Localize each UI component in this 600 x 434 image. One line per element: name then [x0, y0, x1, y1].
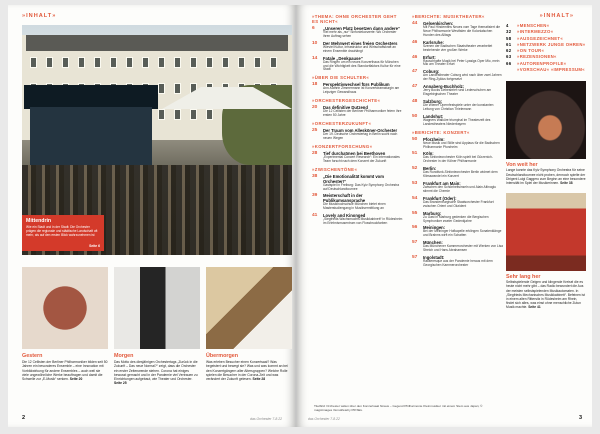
toc-section-heading: »THEMA: OHNE ORCHESTER GEHT ES NICHT« [312, 14, 397, 24]
toc-entry-page: 44 [412, 21, 418, 26]
toc-column-2 [412, 11, 504, 270]
page-footer: das Orchester 7-8.22 [308, 417, 340, 421]
toc-entry-title: Annaberg-Buchholz: [423, 84, 465, 90]
toc-entry-title: Pforzheim: [423, 136, 445, 142]
toc-entry[interactable] [412, 181, 504, 194]
toc-section-heading: »ÜBER DIE SCHULTER« [312, 75, 370, 81]
toc-entry-desc: Zu Gast in Marburg gedenken die Bergischen Symphoniker zweier Gedenkjahre [423, 214, 489, 223]
window-pane [158, 109, 165, 120]
toc-entry[interactable] [412, 55, 504, 68]
toc-entry-page: 48 [412, 98, 418, 104]
toc-entry[interactable] [412, 40, 504, 53]
teaser-page: Seite 20 [69, 377, 83, 382]
toc-entry-desc: Wieviel Kultur, Infrastruktur und Wirtschaftskraft an einem Ensemble drauhängt [323, 44, 396, 53]
toc-entry[interactable] [412, 196, 504, 209]
toc-entry[interactable] [412, 166, 504, 179]
cellists-photo [22, 267, 108, 349]
sidebar-section-item[interactable] [506, 61, 586, 74]
sidebar-section-label: »AUTORENPROFILE« »VORSCHAU« »IMPRESSUM« [517, 60, 585, 73]
toc-entry-title: „Die Emotionalität kommt vom Orchester!“ [323, 173, 384, 184]
toc-entry[interactable] [412, 137, 504, 150]
toc-entry-page: 54 [412, 195, 418, 201]
toc-entry[interactable] [412, 99, 504, 112]
toc-entry[interactable] [412, 240, 504, 253]
hero-caption-page: Seite 6 [89, 244, 100, 248]
toc-entry-desc: Ann-Kathrin Zimmermann ist Konzertdramaturgin am Leipziger Gewandhaus [323, 86, 400, 95]
teaser-text: Was erleben Besucher einen Konzertsaal? Was begeistert und bewegt sie? Was und was kommt an bei den Konzertgängern aller Altersgruppen? Welche Rolle spielen die Besucher in der Corona-Zeit und was verändert der Zukunft gelesen. [206, 360, 288, 382]
window-pane [206, 57, 213, 68]
toc-sidebar [506, 23, 586, 310]
toc-entry-desc: Die 12 Cellisten der Berliner Philharmoniker feiern ihre ersten 50 Jahre [323, 109, 402, 118]
toc-entry[interactable] [312, 174, 404, 192]
window-pane [62, 57, 69, 68]
teaser-gestern[interactable] [22, 267, 108, 381]
toc-entry-title: Coburg: [423, 69, 440, 75]
toc-entry-title: Meiningen: [423, 225, 446, 231]
toc-column-1 [312, 11, 404, 228]
sidebar-section-label: »AUSGEZEICHNET« [517, 35, 564, 41]
window-pane [142, 57, 149, 68]
sidebar-section-label: »MENSCHEN« [517, 23, 550, 28]
right-page [296, 5, 592, 427]
window-pane [270, 57, 277, 68]
window-pane [238, 57, 245, 68]
window-pane [30, 57, 37, 68]
window-pane [126, 57, 133, 68]
toc-entry-title: Marburg: [423, 210, 442, 216]
teaser-page: Seite 28 [252, 377, 266, 382]
toc-entry-page: 6 [312, 26, 315, 31]
toc-entry-title: Berlin: [423, 166, 437, 172]
toc-entry-page: 28 [312, 150, 318, 156]
toc-entry[interactable] [412, 69, 504, 82]
music-cabinet-photo[interactable] [506, 193, 586, 271]
toc-entry[interactable] [312, 41, 404, 54]
toc-entry-title: Das definitive Dutzend [323, 105, 368, 111]
toc-section-heading: »ORCHESTERGESCHICHTE« [312, 98, 381, 104]
toc-entry[interactable] [312, 193, 404, 211]
toc-entry-desc: Gastspiel in Freiburg: Das Kyiv Symphony Orchestra auf Deutschlandtournee [323, 182, 400, 191]
toc-entry[interactable] [312, 105, 404, 118]
toc-entry-desc: Das Ringen um ein neues Konzerthaus für München und die Wichtigkeit des Standortfaktors Kultur für eine Stadt [323, 59, 401, 72]
toc-entry-page: 51 [412, 151, 418, 157]
window-pane [206, 109, 213, 120]
hero-caption[interactable] [22, 215, 104, 251]
sidebar-section-label: »REZENSIONEN« [517, 54, 557, 60]
toc-entry-page: 38 [312, 173, 318, 179]
page-number: 3 [578, 415, 582, 421]
sidebar-teaser-text: Lange konnte das Kyiv Symphony Orchestra für seine Deutschlandtournee nicht proben, dennoch spielte der Dirigent Luigi Gaggero zum Beginn an eine besondere Intensität im Spiel der Musikerinnen. [506, 168, 586, 185]
window-pane [174, 57, 181, 68]
hero-caption-title: Mittendrin [26, 218, 52, 224]
toc-entry-title: Frankfurt am Main: [423, 181, 461, 187]
toc-entry-page: 18 [312, 82, 318, 88]
toc-entry-page: 47 [412, 84, 418, 90]
sidebar-teaser-text: Selbstspielende Geigen und klingende Kreisel die es heute nicht mehr gibt – das Radio bewundert die Aus der meisten selbstspielenden Musikautomaten. In „Siegfrieds Mechanisches Musikkabinett“. Befeinen ist in einem alten Rittersitz in Rüdesheim am Rhein, findet sich alles, was einst ohne menschliche Zutun Musik machte. [506, 280, 585, 310]
section-label: »INHALT» [539, 13, 574, 19]
toc-entry-page: 50 [412, 113, 418, 119]
toc-entry-page: 55 [412, 210, 418, 216]
teaser-page: Seite 25 [114, 381, 127, 386]
toc-entry-desc: Wagners Walküre triumphal im Theaterzelt des Landestheaters Niederbayern [423, 117, 491, 126]
sidebar-section-page: 61 [506, 41, 512, 47]
toc-entry[interactable] [312, 128, 404, 141]
window-pane [254, 57, 261, 68]
teaser-title: Übermorgen [206, 353, 239, 359]
toc-entry-desc: Viel mehr als „nur“ Sinfoniekonzerte: Wo Orchester ihren Auftrag sehen [323, 30, 397, 38]
toc-entry[interactable] [412, 114, 504, 127]
sidebar-teaser-title: Sehr lang her [506, 274, 541, 281]
toc-entry-desc: Am Landestheater Coburg wird nach über zwei Jahren der Ring-Zyklus fortgesetzt [423, 73, 502, 82]
toc-entry[interactable] [312, 26, 404, 39]
sidebar-section-page: 32 [506, 29, 512, 35]
page-number: 2 [22, 415, 26, 421]
toc-entry-desc: Rakiteresque aus der Pandemie heraus mit dem Georgischen Kammerorchester [423, 259, 493, 267]
toc-entry-page: 46 [412, 54, 418, 60]
toc-section-heading: »KONZERTFORSCHUNG« [312, 143, 373, 149]
hero-caption-text: Wie ein Stadt und in der Stadt: Die Orchester prägen die regionale und städtische Landschaft oft mehr, als auf den ersten Blick wahrzunehmen ist [26, 225, 98, 237]
sidebar-section-page: 66 [506, 60, 512, 66]
toc-entry-desc: „Siegfrieds Wachsmuchts Musikkabinett“ in Rüdesheim im Erlebnismusentrum von Flossbruckfarben [323, 217, 403, 226]
toc-entry[interactable] [412, 151, 504, 164]
toc-entry-page: 56 [412, 225, 418, 231]
toc-entry-page: 53 [412, 181, 418, 187]
toc-entry-desc: Mit Paul Hindemiths Neues vom Tage thematisiert die Neue Philharmonie Westfalen die Kolonialschen Hunden des Alltags [423, 25, 501, 37]
toc-entry-page: 20 [312, 105, 318, 111]
toc-entry[interactable] [412, 225, 504, 238]
toc-entry-title: Frankfurt (Oder): [423, 195, 457, 201]
toc-entry-page: 57 [412, 240, 418, 246]
sidebar-teaser-title: Von weit her [506, 162, 538, 169]
toc-entry[interactable] [412, 84, 504, 97]
toc-entry-desc: Szenen der Badischen Staatstheater verarbeitet bestehende vier großen Werke [423, 43, 493, 52]
teaser-morgen[interactable] [114, 267, 200, 386]
hero-photo[interactable] [22, 25, 292, 255]
toc-entry-page: 50 [412, 136, 418, 142]
orchestertag-photo [114, 267, 200, 349]
toc-entry-title: Köln: [423, 151, 434, 157]
toc-entry-title: Karlsruhe: [423, 39, 444, 45]
toc-entry-title: Erfurt: [423, 54, 436, 60]
teaser-text: Die 12 Cellisten der Berliner Philharmoniker bilden seit 50 Jahren ein besonderes Ensemble – eine Innovation mit Vorbildwirkung für andere Ensembles – auch weil sie viele ungewöhnliche Werke beauftragen und damit die Schwelle zur „E-Musik“ senken. [22, 360, 108, 382]
sidebar-section-label: »INTERMEZZO« [517, 29, 554, 35]
toc-entry[interactable] [412, 255, 504, 268]
toc-entry-title: Fatale „Denkpause“ [323, 55, 363, 61]
teaser-uebermorgen[interactable] [206, 267, 292, 381]
left-page [8, 5, 296, 427]
toc-entry-title: „Unseren Platz besetzen dann andere“ [323, 26, 401, 31]
toc-entry-title: Ingolstadt: [423, 255, 445, 261]
toc-entry[interactable] [312, 151, 404, 164]
toc-entry-page: 39 [312, 193, 318, 199]
sidebar-section-label: »NETZWERK JUNGE OHREN« [517, 41, 586, 47]
kyiv-orchestra-photo[interactable] [506, 81, 586, 159]
sidebar-section-page: 63 [506, 54, 512, 60]
toc-entry[interactable] [412, 21, 504, 38]
toc-entry-desc: Das Münchener Kammerorchester mit Werken von Lisa Streich und Hans Abrahamsen [423, 244, 503, 253]
sidebar-teaser-page: Seite 41 [528, 305, 541, 310]
toc-entry-desc: Die Musikhochschule München bietet einen Masterstudiengang in Musikvermittlung an [323, 202, 386, 211]
teaser-text: Das Motto des diesjährigen Orchestertags „Zurück in die Zukunft – Das neue Normal?“ zeigt, dass die Orchester ein erster Zeitenwende stehen. Corona hat einiges bewusst gemacht und in der Pandemie viel Vertrauen zu Einrichtungen aufgebaut, wie Theater und Orchester. [114, 360, 198, 382]
window-pane [222, 57, 229, 68]
toc-entry-title: Landshut: [423, 113, 444, 119]
toc-entry-desc: „Experimental Concert Research“: Ein internationales Team forscht nach dem Konzert der Zukunft [323, 154, 400, 163]
toc-entry-title: Tief durchatmen bei Beethoven [323, 150, 386, 156]
cover-credit: Titelbild: Orchester widen über den Konzertsaal hinaus – Gegend Philharmonie Kleinmusiker mit einem Stem aus Japan; © magicimages /Ismutifetehy PIKSEL [314, 404, 483, 413]
toc-entry-desc: Jerry Bocks Liebesbrief rund Lederschuhen am Eisgebirgischen Theater [423, 88, 492, 97]
toc-entry[interactable] [312, 213, 404, 226]
toc-entry-desc: Der 19. Deutsche Orchestertag in Berlin sucht nach neuen Wegen [323, 131, 398, 140]
concert-research-photo [206, 267, 292, 349]
toc-entry-desc: Das Rundfunk-Sinfonieorchester Berlin widmet dem Klimawandel ein Konzert [423, 170, 498, 179]
toc-entry-title: Salzburg: [423, 98, 443, 104]
window-pane [158, 57, 165, 68]
toc-entry-title: Perspektivwechsel fürs Publikum [323, 82, 390, 88]
window-pane [190, 109, 197, 120]
toc-entry-title: Lovely and Kinonged [323, 213, 366, 219]
toc-section-heading: »BERICHTE: KONZERT« [412, 129, 470, 135]
toc-section-heading: »ZWISCHENTÖNE« [312, 166, 358, 172]
toc-entry-page: 46 [412, 39, 418, 45]
sidebar-section-page: 58 [506, 35, 512, 41]
toc-entry-page: 41 [312, 213, 318, 219]
window-pane [174, 83, 181, 94]
toc-entry-title: München: [423, 240, 443, 246]
toc-entry-desc: Rauschhafte Musik bei Peter Lyasigs Oper Mio, mein Mio am Theater Erfurt [423, 58, 500, 67]
sidebar-section-page: 4 [506, 23, 509, 28]
toc-entry[interactable] [312, 82, 404, 95]
toc-entry-desc: Neue Musik und Stille sind Applaus für die Badischen Philharmonie Pforzheim [423, 140, 500, 149]
sidebar-section-list [506, 23, 586, 73]
toc-entry-title: Gelsenkirchen: [423, 21, 454, 26]
teaser-title: Morgen [114, 353, 134, 359]
toc-entry-desc: Zwischen den Schönheitsinseln und Alain Altinoglu stimmt die Chemie [423, 185, 496, 193]
sidebar-section-page: 62 [506, 48, 512, 54]
toc-entry-title: Der Mehrwert eines freien Orchesters [323, 40, 398, 46]
toc-entry-page: 10 [312, 40, 318, 46]
window-pane [158, 83, 165, 94]
toc-section-heading: »ORCHESTERZUKUNFT« [312, 120, 372, 126]
window-pane [174, 109, 181, 120]
stage-roof [24, 85, 158, 109]
toc-entry-desc: Das Sinfonieorchester Köln spielt bei Gürzenich-Orchester in der Kölner Philharmonie [423, 155, 493, 164]
toc-entry-desc: Die Wiener Opernfestspiele unter der konstanten Leitung von Christian Thielemann [423, 102, 494, 111]
toc-entry[interactable] [312, 56, 404, 73]
page-footer: das Orchester 7-8.22 [250, 417, 282, 421]
toc-entry-page: 57 [412, 255, 418, 261]
toc-entry-desc: Das Brandenburgische Staatsorchester Frankfurt zwischen Orient und Okzident [423, 199, 494, 208]
sidebar-section-label: »ON TOUR« [517, 48, 545, 54]
toc-entry-page: 47 [412, 69, 418, 75]
toc-entry-title: Der Traum vom Allesköner-Orchester [323, 127, 398, 133]
teaser-title: Gestern [22, 353, 43, 359]
toc-entry-page: 25 [312, 127, 318, 133]
section-label: »INHALT» [22, 13, 57, 19]
toc-entry-desc: Bei der Meininger Hofkapelle erklingen Sonatenklänge und Brahms wirft ein Schatten [423, 229, 502, 238]
toc-section-heading: »BERICHTE: MUSIKTHEATER« [412, 14, 485, 19]
toc-entry-page: 52 [412, 166, 418, 172]
toc-entry-page: 14 [312, 55, 318, 61]
sidebar-teaser-page: Seite 38 [560, 180, 573, 185]
window-pane [46, 57, 53, 68]
window-pane [94, 57, 101, 68]
window-pane [78, 57, 85, 68]
toc-entry-title: Meisterschaft in der Publikumsansprache [323, 193, 366, 204]
window-pane [190, 57, 197, 68]
window-pane [110, 57, 117, 68]
orchestra-stage [30, 107, 152, 165]
toc-entry[interactable] [412, 211, 504, 224]
